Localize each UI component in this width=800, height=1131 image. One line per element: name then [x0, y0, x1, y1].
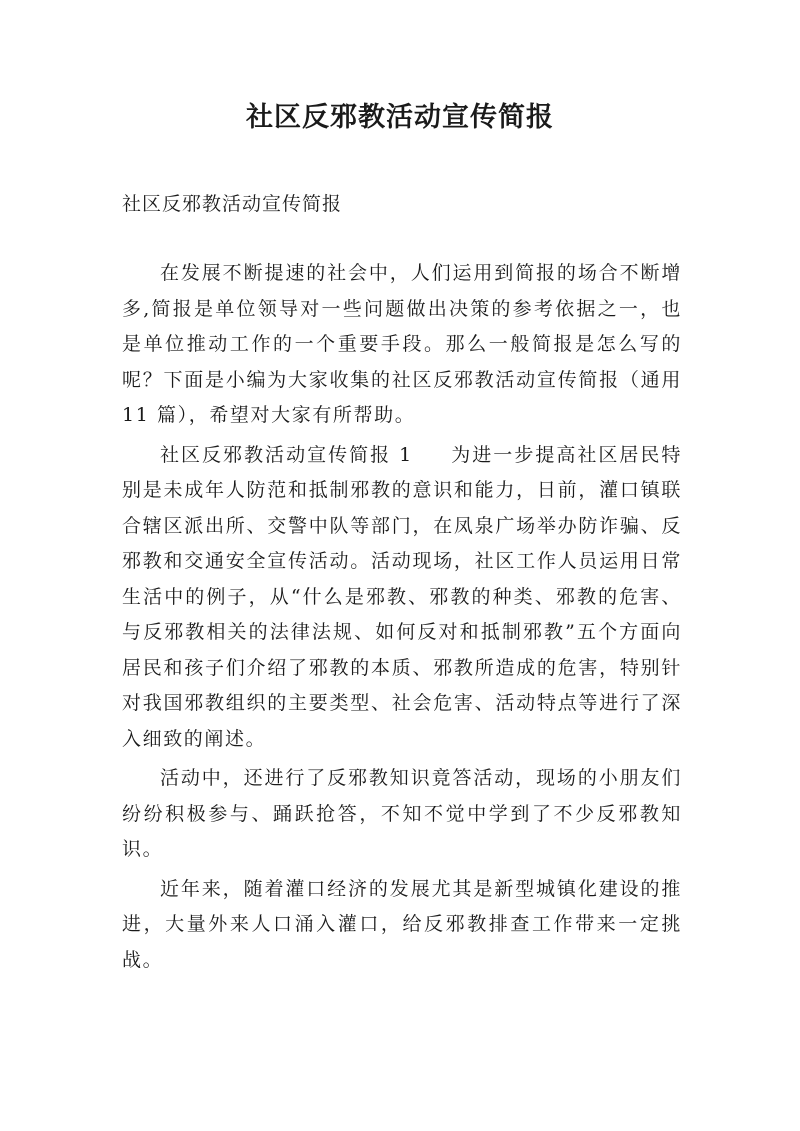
paragraph-text: 在发展不断提速的社会中，人们运用到简报的场合不断增多,简报是单位领导对一些问题做出决策的参考依据之一，也是单位推动工作的一个重要手段。那么一般简报是怎么写的呢？下面是小编为大家收集的社区反邪教活动宣传简报（通用 11 篇），希望对大家有所帮助。	[122, 262, 682, 426]
paragraph-report-1	[122, 438, 682, 758]
paragraph-text: 为进一步提高社区居民特别是未成年人防范和抵制邪教的意识和能力，日前，灌口镇联合辖区派出所、交警中队等部门，在凤泉广场举办防诈骗、反邪教和交通安全宣传活动。活动现场，社区工作人员运用日常生活中的例子，从“什么是邪教、邪教的种类、邪教的危害、与反邪教相关的法律法规、如何反对和抵制邪教”五个方面向居民和孩子们介绍了邪教的本质、邪教所造成的危害，特别针对我国邪教组织的主要类型、社会危害、活动特点等进行了深入细致的阐述。	[122, 443, 682, 750]
document-body	[122, 256, 682, 982]
section-heading: 社区反邪教活动宣传简报 1	[160, 443, 413, 466]
paragraph-recent-years	[122, 872, 682, 979]
paragraph-intro	[122, 256, 682, 434]
paragraph-text: 活动中，还进行了反邪教知识竟答活动，现场的小朋友们纷纷积极参与、踊跃抢答，不知不觉中学到了不少反邪教知识。	[122, 767, 682, 860]
paragraph-text: 近年来，随着灌口经济的发展尤其是新型城镇化建设的推进，大量外来人口涌入灌口，给反邪教排查工作带来一定挑战。	[122, 877, 682, 971]
document-subtitle: 社区反邪教活动宣传简报	[122, 193, 343, 215]
paragraph-quiz	[122, 761, 682, 868]
document-title: 社区反邪教活动宣传简报	[246, 102, 554, 133]
